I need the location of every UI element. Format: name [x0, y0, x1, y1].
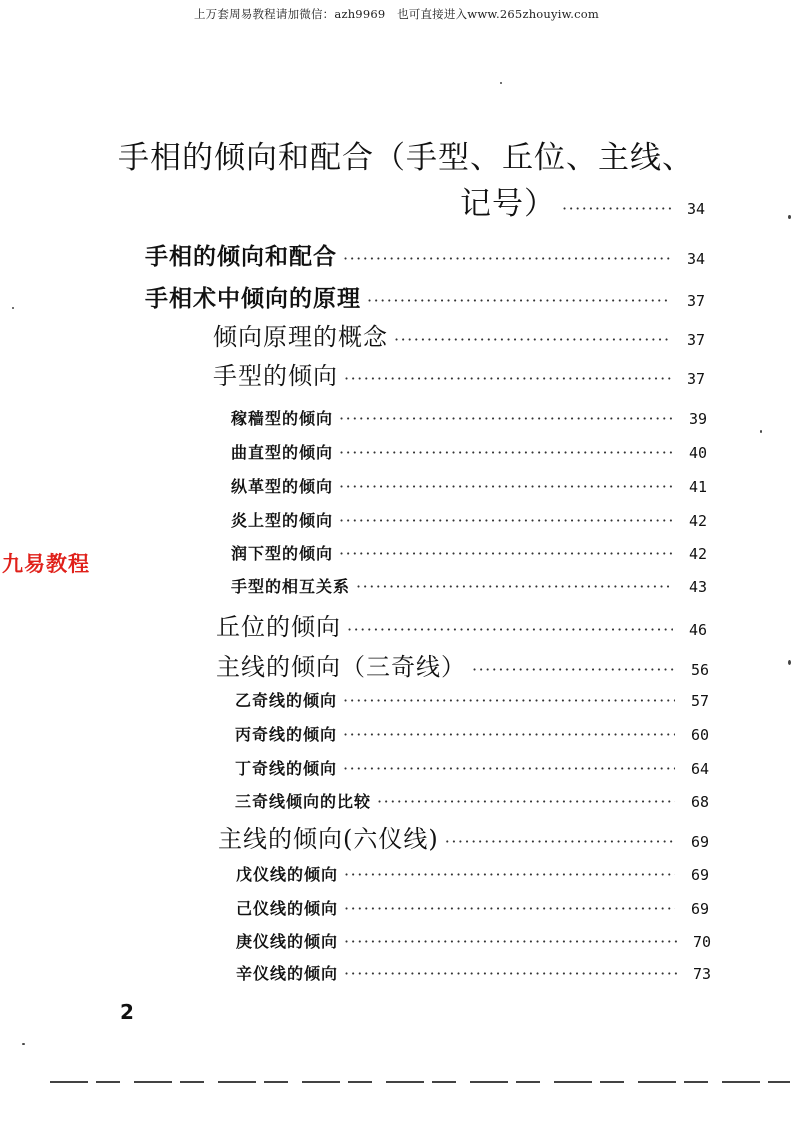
- toc-entry[interactable]: [213, 317, 705, 352]
- toc-leader-dots: [339, 477, 673, 496]
- toc-leader-dots: [339, 443, 673, 462]
- toc-entry-title: 曲直型的倾向: [231, 443, 334, 462]
- toc-entry[interactable]: [460, 178, 705, 223]
- toc-entry-title: 手相的倾向和配合: [145, 244, 337, 270]
- toc-entry-page: 56: [690, 661, 709, 679]
- toc-entry-title: 手相的倾向和配合（手型、丘位、主线、: [118, 140, 694, 176]
- toc-entry-title: 主线的倾向(六仪线): [218, 825, 439, 853]
- scan-speck: [22, 1043, 25, 1045]
- toc-leader-dots: [344, 865, 675, 884]
- toc-entry-page: 57: [690, 692, 709, 710]
- toc-entry-page: 37: [686, 331, 705, 349]
- toc-entry-title: 倾向原理的概念: [213, 323, 388, 351]
- toc-entry-title: 记号）: [460, 186, 556, 222]
- toc-leader-dots: [343, 249, 671, 268]
- toc-entry[interactable]: [145, 280, 705, 313]
- toc-entry[interactable]: [145, 238, 705, 271]
- toc-leader-dots: [356, 577, 673, 596]
- toc-entry-page: 70: [692, 933, 711, 951]
- toc-entry[interactable]: [236, 929, 711, 952]
- toc-entry-page: 68: [690, 793, 709, 811]
- toc-entry-page: 42: [688, 545, 707, 563]
- toc-entry-title: 炎上型的倾向: [231, 511, 334, 530]
- scan-speck: [500, 82, 502, 84]
- toc-entry-page: 64: [690, 760, 709, 778]
- toc-entry[interactable]: [235, 722, 709, 745]
- toc-leader-dots: [394, 330, 671, 349]
- toc-leader-dots: [343, 759, 675, 778]
- toc-entry[interactable]: [236, 862, 709, 885]
- scan-speck: [760, 430, 762, 433]
- toc-entry-title: 手型的相互关系: [231, 577, 351, 596]
- toc-entry[interactable]: [235, 756, 709, 779]
- toc-entry-page: 42: [688, 512, 707, 530]
- toc-entry-page: 46: [688, 621, 707, 639]
- toc-entry-page: 69: [690, 866, 709, 884]
- toc-entry[interactable]: [231, 574, 707, 597]
- toc-entry-title: 丁奇线的倾向: [235, 759, 338, 778]
- toc-entry[interactable]: [231, 508, 707, 531]
- toc-entry[interactable]: [235, 789, 709, 812]
- toc-entry[interactable]: [213, 356, 705, 391]
- toc-entry-page: 69: [690, 833, 709, 851]
- toc-entry-title: 三奇线倾向的比较: [235, 792, 372, 811]
- toc-entry[interactable]: [231, 440, 707, 463]
- watermark-side-stamp: 九易教程: [2, 552, 90, 576]
- toc-entry[interactable]: [231, 541, 707, 564]
- toc-entry-page: 73: [692, 965, 711, 983]
- toc-entry-page: 41: [688, 478, 707, 496]
- toc-leader-dots: [339, 544, 673, 563]
- toc-entry-title: 丘位的倾向: [216, 613, 341, 641]
- scan-speck: [12, 307, 14, 309]
- toc-entry[interactable]: [236, 896, 709, 919]
- toc-entry-page: 37: [686, 370, 705, 388]
- toc-entry-page: 69: [690, 900, 709, 918]
- toc-leader-dots: [339, 511, 673, 530]
- toc-entry-title: 辛仪线的倾向: [236, 964, 339, 983]
- toc-leader-dots: [472, 660, 675, 679]
- watermark-top-line: 上万套周易教程请加微信：azh9969 也可直接进入www.265zhouyiw.com: [193, 7, 600, 21]
- scan-edge-rule: [50, 1081, 790, 1083]
- toc-leader-dots: [445, 832, 675, 851]
- toc-entry-title: 乙奇线的倾向: [235, 691, 338, 710]
- toc-leader-dots: [343, 691, 675, 710]
- toc-entry[interactable]: [118, 132, 708, 177]
- toc-entry-title: 庚仪线的倾向: [236, 932, 339, 951]
- toc-leader-dots: [367, 291, 671, 310]
- toc-entry-page: 37: [686, 292, 705, 310]
- toc-entry-title: 丙奇线的倾向: [235, 725, 338, 744]
- toc-entry[interactable]: [231, 406, 707, 429]
- toc-entry-title: 手型的倾向: [213, 362, 338, 390]
- toc-entry-title: 戊仪线的倾向: [236, 865, 339, 884]
- toc-entry-page: 40: [688, 444, 707, 462]
- toc-entry-page: 43: [688, 578, 707, 596]
- scan-speck: [788, 660, 791, 665]
- toc-entry[interactable]: [235, 688, 709, 711]
- toc-entry[interactable]: [216, 607, 707, 642]
- toc-entry-title: 己仪线的倾向: [236, 899, 339, 918]
- toc-entry[interactable]: [218, 819, 709, 854]
- scan-speck: [788, 215, 791, 219]
- toc-entry[interactable]: [236, 961, 711, 984]
- toc-entry-page: 60: [690, 726, 709, 744]
- toc-leader-dots: [344, 932, 677, 951]
- toc-entry[interactable]: [216, 647, 709, 682]
- toc-leader-dots: [377, 792, 675, 811]
- toc-entry-title: 手相术中倾向的原理: [145, 286, 361, 312]
- toc-leader-dots: [347, 620, 673, 639]
- toc-entry-title: 稼穑型的倾向: [231, 409, 334, 428]
- toc-entry-page: 34: [686, 200, 705, 218]
- toc-entry[interactable]: [231, 474, 707, 497]
- toc-leader-dots: [343, 725, 675, 744]
- toc-leader-dots: [344, 964, 677, 983]
- toc-leader-dots: [344, 899, 675, 918]
- toc-entry-title: 润下型的倾向: [231, 544, 334, 563]
- toc-entry-title: 主线的倾向（三奇线）: [216, 653, 466, 681]
- toc-leader-dots: [344, 369, 671, 388]
- toc-entry-page: 34: [686, 250, 705, 268]
- page-number: 2: [120, 1000, 134, 1024]
- toc-leader-dots: [339, 409, 673, 428]
- toc-entry-page: 39: [688, 410, 707, 428]
- toc-leader-dots: [562, 199, 671, 218]
- toc-entry-title: 纵革型的倾向: [231, 477, 334, 496]
